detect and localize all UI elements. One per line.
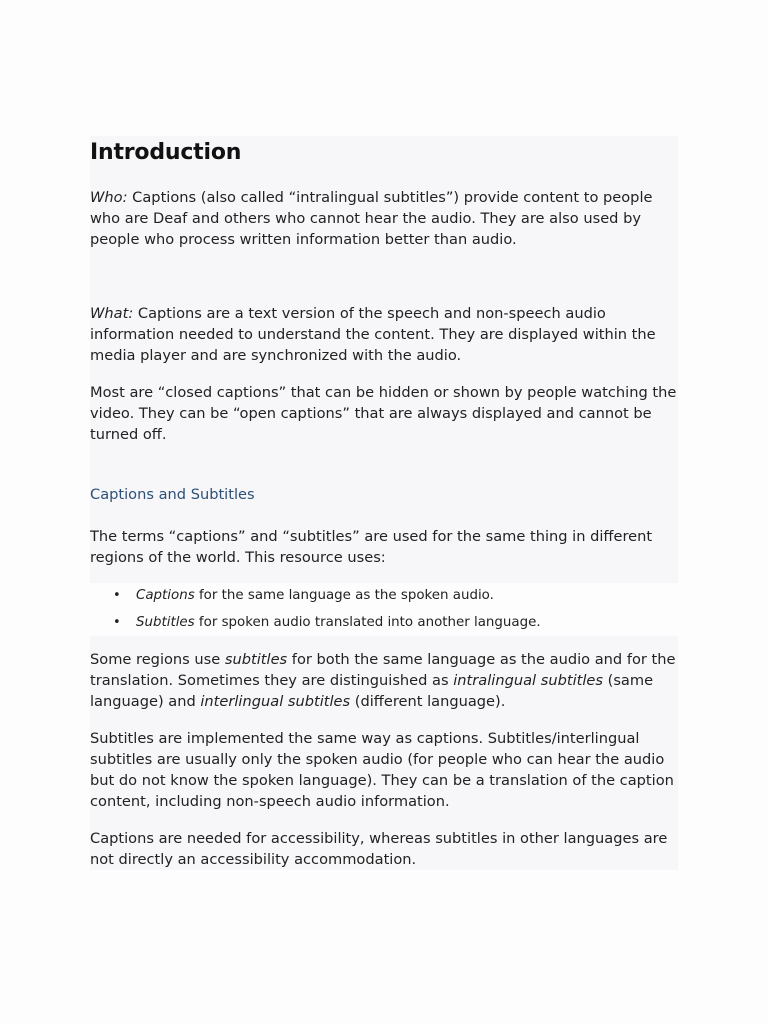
regions-text: Some regions use — [90, 651, 225, 668]
what-text: Captions are a text version of the speech and non-speech audio information needed to understand the content. They are displayed within the media player and are synchronized with the audio. — [90, 305, 656, 364]
accessibility-paragraph: Captions are needed for accessibility, whereas subtitles in other languages are not directly an accessibility accommodation. — [90, 830, 668, 868]
subtitles-implemented-paragraph: Subtitles are implemented the same way as captions. Subtitles/interlingual subtitles are usually only the spoken audio (for people who can hear the audio but do not know the spoken language). They can be a translation of the caption content, including non-speech audio information. — [90, 730, 674, 810]
regions-emphasis: intralingual subtitles — [453, 672, 603, 689]
regions-text: (different language). — [350, 693, 506, 710]
regions-emphasis: interlingual subtitles — [200, 693, 351, 710]
list-item-term: Subtitles — [136, 614, 195, 630]
bullet-icon: • — [113, 588, 121, 603]
closed-captions-paragraph: Most are “closed captions” that can be hidden or shown by people watching the video. They can be “open captions” that are always displayed and cannot be turned off. — [90, 384, 677, 443]
section-heading-captions-subtitles: Captions and Subtitles — [90, 486, 255, 503]
who-text: Captions (also called “intralingual subtitles”) provide content to people who are Deaf and others who cannot hear the audio. They are also used by people who process written information better than audio. — [90, 189, 653, 248]
terms-intro-paragraph: The terms “captions” and “subtitles” are used for the same thing in different regions of the world. This resource uses: — [90, 528, 653, 566]
what-label: What: — [90, 305, 134, 322]
regions-emphasis: subtitles — [224, 651, 288, 668]
regions-text: (same language) and — [90, 672, 654, 710]
list-item — [90, 583, 678, 610]
page-title: Introduction — [90, 140, 242, 165]
list-item-text: for spoken audio translated into another language. — [194, 614, 541, 630]
who-paragraph — [90, 187, 678, 250]
terms-list — [90, 583, 678, 636]
regions-text: for both the same language as the audio and for the translation. Sometimes they are distinguished as — [90, 651, 676, 689]
list-item — [90, 610, 678, 637]
list-item-term: Captions — [136, 588, 195, 603]
what-paragraph — [90, 303, 678, 366]
regions-paragraph — [90, 649, 678, 712]
bullet-icon: • — [113, 614, 121, 630]
list-item-text: for the same language as the spoken audio. — [194, 588, 494, 603]
introduction-content — [90, 136, 678, 870]
who-label: Who: — [90, 189, 128, 206]
